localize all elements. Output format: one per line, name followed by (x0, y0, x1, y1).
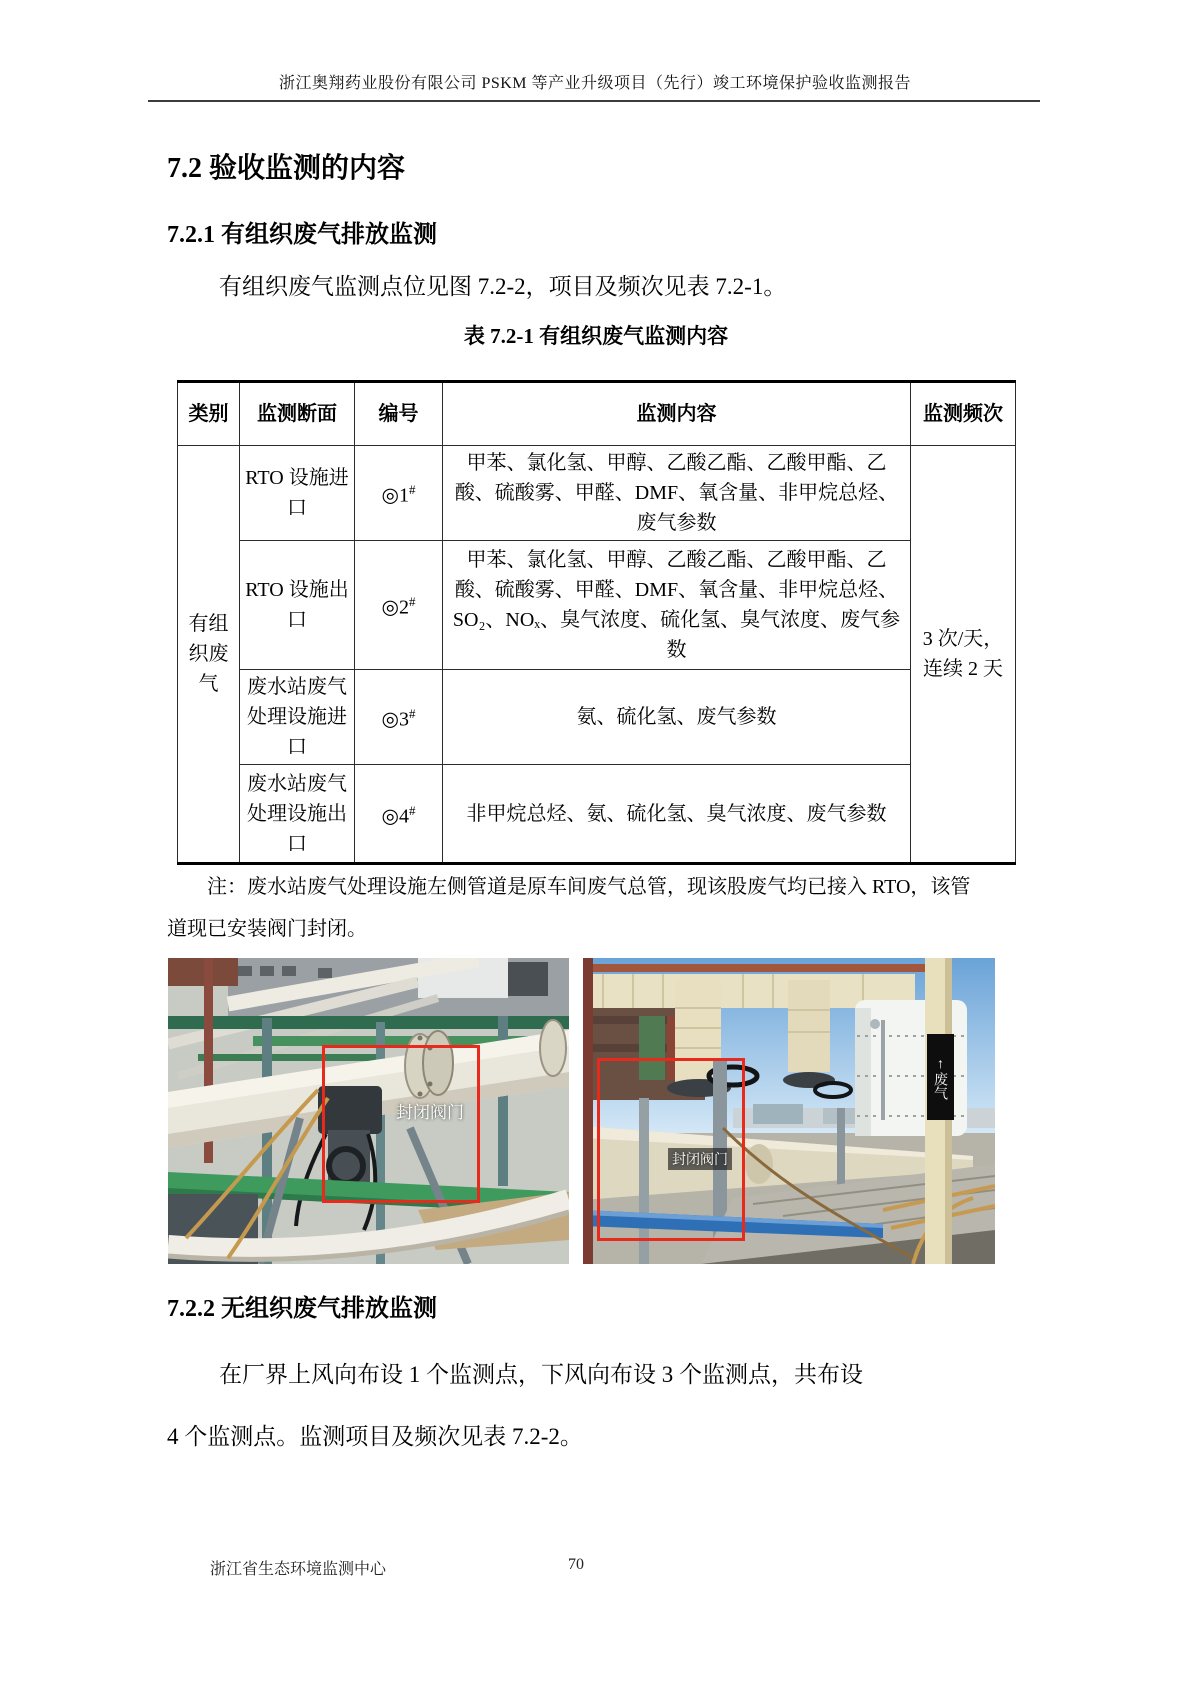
monitoring-table (177, 380, 1016, 865)
id-superscript: # (408, 802, 416, 818)
id-number: ◎3 (381, 708, 409, 731)
id-number: ◎2 (381, 596, 409, 619)
header-divider (148, 100, 1040, 102)
section-cell: 废水站废气处理设施进口 (240, 670, 355, 765)
id-cell (355, 541, 443, 670)
col-header-frequency: 监测频次 (911, 382, 1016, 446)
heading-7-2: 7.2 验收监测的内容 (167, 153, 406, 184)
paragraph-722-line1: 在厂界上风向布设 1 个监测点，下风向布设 3 个监测点，共布设 (219, 1362, 863, 1387)
sign-text: 废气 (933, 1071, 949, 1100)
table-header-row (178, 382, 1016, 446)
annotation-label-right: 封闭阀门 (668, 1148, 732, 1170)
heading-7-2-1: 7.2.1 有组织废气排放监测 (167, 222, 437, 248)
id-superscript: # (408, 482, 416, 498)
table-row (178, 541, 1016, 670)
table-note-line2: 道现已安装阀门封闭。 (167, 918, 367, 940)
col-header-section: 监测断面 (240, 382, 355, 446)
heading-7-2-2: 7.2.2 无组织废气排放监测 (167, 1296, 437, 1322)
annotation-box-left (322, 1045, 480, 1203)
paragraph-722-line2: 4 个监测点。监测项目及频次见表 7.2-2。 (167, 1424, 583, 1449)
id-number: ◎1 (381, 484, 409, 507)
table-row (178, 446, 1016, 541)
section-cell: RTO 设施出口 (240, 541, 355, 670)
col-header-id: 编号 (355, 382, 443, 446)
content-cell: 氨、硫化氢、废气参数 (443, 670, 911, 765)
sign-arrow-up-icon: ↑ (937, 1054, 944, 1071)
paragraph-721: 有组织废气监测点位见图 7.2-2，项目及频次见表 7.2-1。 (219, 274, 787, 299)
table-title: 表 7.2-1 有组织废气监测内容 (463, 324, 729, 348)
photo-sealed-valve-right (583, 958, 995, 1264)
section-cell: RTO 设施进口 (240, 446, 355, 541)
page-header-title: 浙江奥翔药业股份有限公司 PSKM 等产业升级项目（先行）竣工环境保护验收监测报告 (278, 75, 912, 92)
id-number: ◎4 (381, 805, 409, 828)
table-note-line1: 注：废水站废气处理设施左侧管道是原车间废气总管，现该股废气均已接入 RTO，该管 (207, 876, 971, 898)
table-row (178, 765, 1016, 864)
content-cell: 非甲烷总烃、氨、硫化氢、臭气浓度、废气参数 (443, 765, 911, 864)
content-cell: 甲苯、氯化氢、甲醇、乙酸乙酯、乙酸甲酯、乙酸、硫酸雾、甲醛、DMF、氧含量、非甲烷总烃、废气参数 (443, 446, 911, 541)
id-cell (355, 765, 443, 864)
waste-gas-pipe-sign (927, 1034, 954, 1120)
id-superscript: # (408, 706, 416, 722)
category-cell: 有组织废气 (178, 446, 240, 864)
col-header-content: 监测内容 (443, 382, 911, 446)
col-header-category: 类别 (178, 382, 240, 446)
footer-page-number: 70 (568, 1556, 584, 1573)
photo-sealed-valve-left (168, 958, 569, 1264)
id-superscript: # (408, 594, 416, 610)
id-cell (355, 670, 443, 765)
table-row (178, 670, 1016, 765)
annotation-label-left: 封闭阀门 (396, 1103, 464, 1122)
frequency-cell: 3 次/天，连续 2 天 (911, 446, 1016, 864)
content-cell: 甲苯、氯化氢、甲醇、乙酸乙酯、乙酸甲酯、乙酸、硫酸雾、甲醛、DMF、氧含量、非甲烷总烃、SO₂、NOₓ、臭气浓度、硫化氢、臭气浓度、废气参数 (443, 541, 911, 670)
footer-organization: 浙江省生态环境监测中心 (210, 1561, 387, 1578)
section-cell: 废水站废气处理设施出口 (240, 765, 355, 864)
id-cell (355, 446, 443, 541)
